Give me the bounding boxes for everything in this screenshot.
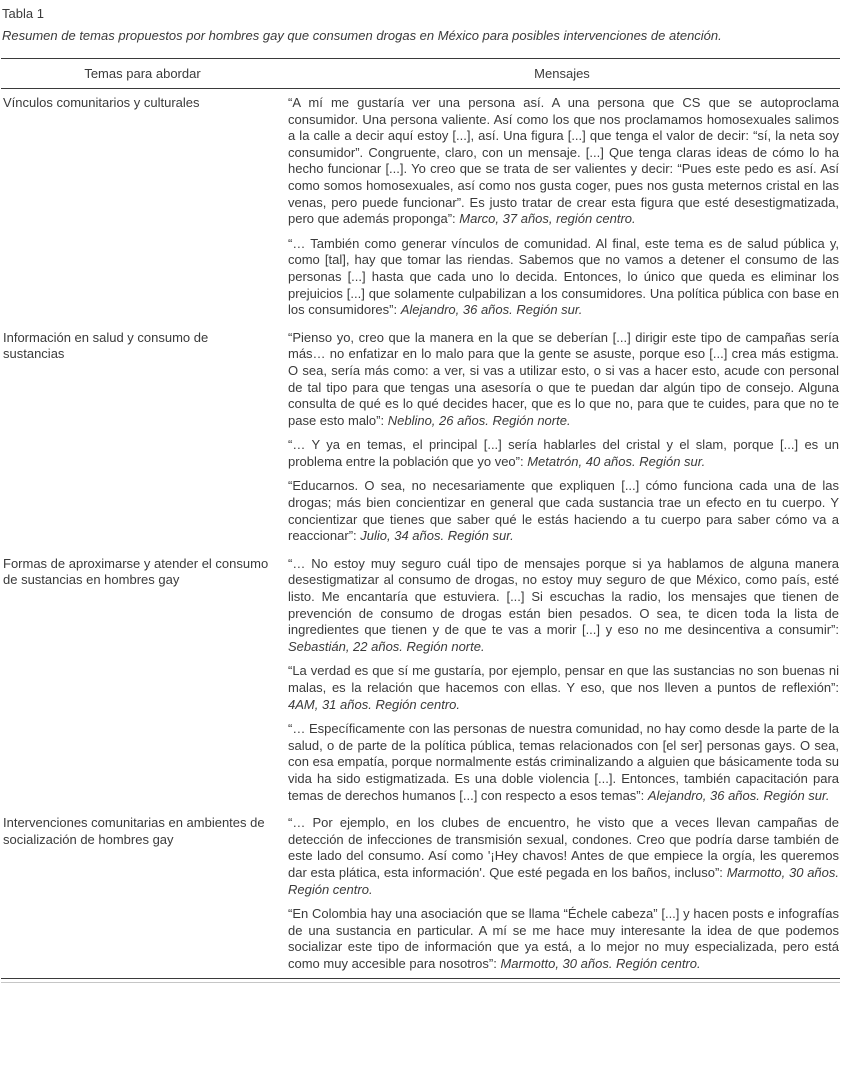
message-attribution: Metatrón, 40 años. Región sur.	[527, 453, 706, 469]
message-quote: “… No estoy muy seguro cuál tipo de mensajes porque si ya hablamos de alguna manera desestigmatizar al consumo de drogas, no estoy muy seguro de que México, como país, esté listo. Me encantaría que estuviera. [...] Si escuchas la radio, los mensajes que tienen de prevención de consumo de drogas están bien pesados. O sea, te dicen toda la lista de ingredientes que tienen y de que te vas a morir [...] y eso no me desincentiva a consumir”:	[288, 555, 839, 638]
message-paragraph	[288, 330, 839, 430]
message-attribution: Marco, 37 años, región centro.	[459, 211, 636, 227]
messages-cell	[284, 324, 840, 550]
message-attribution: Marmotto, 30 años. Región centro.	[500, 955, 701, 971]
message-attribution: Julio, 34 años. Región sur.	[360, 528, 514, 544]
message-attribution: Marmotto, 30 años. Región centro.	[288, 864, 840, 897]
table-row	[1, 550, 840, 809]
message-quote: “… También como generar vínculos de comunidad. Al final, este tema es de salud pública y, como [tal], hay que tomar las riendas. Sabemos que no vamos a detener el consumo de las personas [...] hasta que cada uno lo decida. Entonces, lo único que queda es eliminar los prejuicios [...] que solamente culpabilizan a los consumidores. Una política pública con base en los consumidores”:	[288, 235, 839, 318]
column-header-mensajes: Mensajes	[284, 59, 840, 89]
message-paragraph	[288, 815, 839, 898]
message-paragraph	[288, 663, 839, 713]
message-paragraph	[288, 721, 839, 804]
message-quote: “… Y ya en temas, el principal [...] sería hablarles del cristal y el slam, porque [...] es un problema entre la población que yo veo”:	[288, 437, 839, 469]
message-attribution: 4AM, 31 años. Región centro.	[288, 696, 460, 712]
column-header-temas: Temas para abordar	[1, 59, 284, 89]
message-quote: “La verdad es que sí me gustaría, por ejemplo, pensar en que las sustancias no son buenas ni malas, es la relación que hacemos con ellas. Y eso, que nos lleven a puntos de reflexión”:	[288, 663, 839, 695]
table-row	[1, 324, 840, 550]
theme-cell: Vínculos comunitarios y culturales	[3, 95, 200, 110]
table-caption: Resumen de temas propuestos por hombres gay que consumen drogas en México para posibles intervenciones de atención.	[2, 28, 722, 43]
message-paragraph	[288, 437, 839, 470]
message-paragraph	[288, 478, 839, 544]
theme-cell: Información en salud y consumo de sustancias	[3, 329, 209, 362]
messages-cell	[284, 89, 840, 324]
messages-cell	[284, 550, 840, 809]
message-paragraph	[288, 556, 839, 656]
message-paragraph	[288, 236, 839, 319]
table-header	[1, 59, 840, 89]
message-quote: “En Colombia hay una asociación que se llama “Échele cabeza” [...] y hacen posts e infografías de una sustancia en particular. A mí se me hace muy interesante la idea de que podemos socializar este tipo de información que ya está, a lo mejor no muy especializada, pero está como muy accesible para nosotros”:	[288, 906, 839, 971]
table-bottom-rule	[1, 978, 840, 983]
themes-messages-table	[1, 58, 840, 978]
message-quote: “A mí me gustaría ver una persona así. A una persona que CS que se autoproclama consumidor. Una persona valiente. Así como los que nos proclamamos homosexuales salimos a la calle a decir aquí estoy [...], así. Una figura [...] que tenga el valor de decir: “sí, la neta soy consumidor”. Congruente, claro, con un mensaje. [...] Que tenga claras ideas de cómo lo ha hecho funcionar [...]. Yo creo que se trata de ser valientes y decir: “Pues este pedo es así. Así como somos homosexuales, así como nos gusta coger, pues nos gusta meternos cristal en las venas, pero puede funcionar”. Es justo tratar de crear esta figura que esté desestigmatizada, pero que además proponga”:	[288, 95, 839, 227]
message-quote: “Educarnos. O sea, no necesariamente que expliquen [...] cómo funciona cada una de las drogas; más bien concientizar en general que cada sustancia trae un efecto en tu cuerpo. Y concientizar que tienes que saber qué le estás haciendo a tu cuerpo para saber cómo va a reaccionar”:	[288, 478, 839, 544]
message-quote: “Pienso yo, creo que la manera en la que se deberían [...] dirigir este tipo de campañas sería más… no enfatizar en lo malo para que la gente se asuste, porque eso [...] crea más estigma. O sea, sería más como: a ver, si vas a utilizar esto, o si vas a hacer esto, acude con personal de tal tipo para que tengas una asesoría o que te puedan dar algún tipo de consejo. Alguna consulta de qué es lo qué decides hacer, que es lo que no, para que te cuides, para que no te pase esto malo”:	[288, 329, 839, 428]
message-quote: “… Por ejemplo, en los clubes de encuentro, he visto que a veces llevan campañas de detección de infecciones de transmisión sexual, condones. Creo que podría darse también de este lado del consumo. Así como '¡Hey chavos! Antes de que empiece la orgía, les queremos dar esta plática, esta información'. Que esté pegada en los baños, incluso”:	[288, 815, 839, 880]
table-label: Tabla 1	[2, 6, 44, 21]
message-attribution: Alejandro, 36 años. Región sur.	[400, 302, 583, 318]
table-row	[1, 89, 840, 324]
messages-cell	[284, 809, 840, 977]
theme-cell: Formas de aproximarse y atender el consumo de sustancias en hombres gay	[3, 555, 269, 588]
message-quote: “… Específicamente con las personas de nuestra comunidad, no hay como desde la parte de la salud, o de parte de la política pública, temas relacionados con [el ser] personas gays. O sea, con esa empatía, porque normalmente estás criminalizando a alguien que básicamente toda su vida ha sido estigmatizada. Es una doble violencia [...]. Entonces, también capacitación para temas de derechos humanos [...] con respecto a esos temas”:	[288, 721, 839, 803]
message-attribution: Sebastián, 22 años. Región norte.	[288, 638, 485, 654]
message-attribution: Alejandro, 36 años. Región sur.	[647, 787, 830, 803]
table-row	[1, 809, 840, 977]
message-paragraph	[288, 906, 839, 972]
message-attribution: Neblino, 26 años. Región norte.	[387, 412, 571, 428]
theme-cell: Intervenciones comunitarias en ambientes de socialización de hombres gay	[3, 815, 265, 847]
message-paragraph	[288, 95, 839, 228]
